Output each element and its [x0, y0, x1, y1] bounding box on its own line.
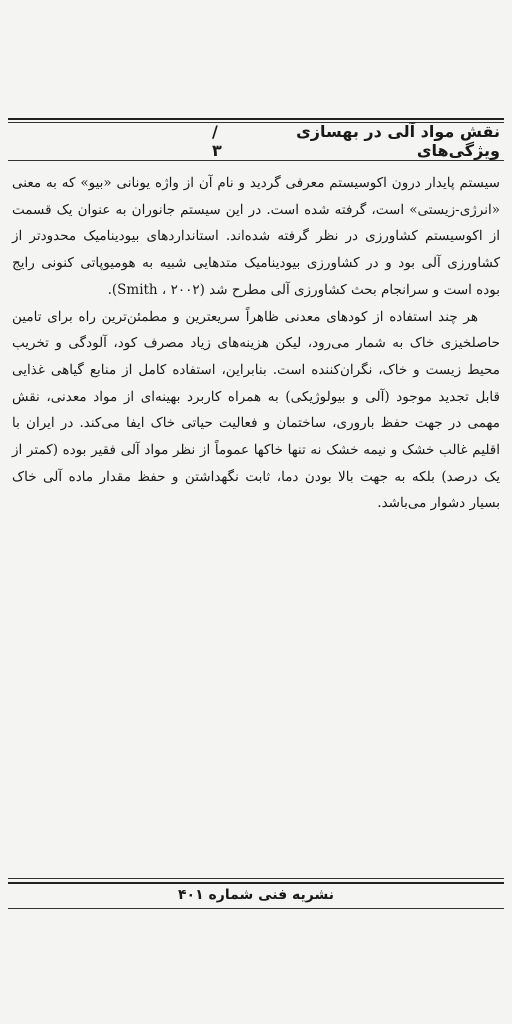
body-text: [12, 170, 500, 517]
header-rule-top: [8, 118, 504, 120]
footer-rule-top: [8, 878, 504, 879]
paragraph-continuation: سیستم پایدار درون اکوسیستم معرفی گردید و نام آن از واژه یونانی «بیو» که به معنی «انرژی-زیستی» است، گرفته شده است. در این سیستم جانوران به عنوان یک قسمت از اکوسیستم کشاورزی در نظر گرفته شده‌اند. استانداردهای بیودینامیک محدودتر از کشاورزی آلی بود و در کشاورزی بیودینامیک متدهایی شبیه به هومیوپاتی کنونی رایج بوده است و سرانجام بحث کشاورزی آلی مطرح شد (Smith ، ۲۰۰۲).: [12, 175, 500, 298]
running-footer: نشریه فنی شماره ۴۰۱: [177, 887, 334, 903]
running-header: [12, 122, 500, 160]
paragraph: هر چند استفاده از کودهای معدنی ظاهراً سریعترین و مطمئن‌ترین راه برای تامین حاصلخیزی خاک به شمار می‌رود، لیکن هزینه‌های زیاد مصرف کود، آلودگی و تخریب محیط زیست و خاک، نگران‌کننده است. بنابراین، استفاده کامل از منابع گیاهی غذایی قابل تجدید موجود (آلی و بیولوژیکی) به همراه کاربرد بهینه‌ای از مواد معدنی، نقش مهمی در جهت حفظ باروری، ساختمان و فعالیت حیاتی خاک ایفا می‌کند. در ایران با اقلیم غالب خشک و نیمه خشک نه تنها خاکها عموماً از نظر مواد آلی فقیر بوده (کمتر از یک درصد) بلکه به جهت بالا بودن دما، ثابت نگهداشتن و حفظ مقدار ماده آلی خاک بسیار دشوار می‌باشد.: [12, 308, 500, 512]
header-rule-bottom: [8, 160, 504, 161]
running-header-title: نقش مواد آلی در بهسازی ویژگی‌های: [296, 122, 500, 160]
page-number: /۳: [212, 122, 222, 160]
footer-rule-bottom: [8, 908, 504, 909]
